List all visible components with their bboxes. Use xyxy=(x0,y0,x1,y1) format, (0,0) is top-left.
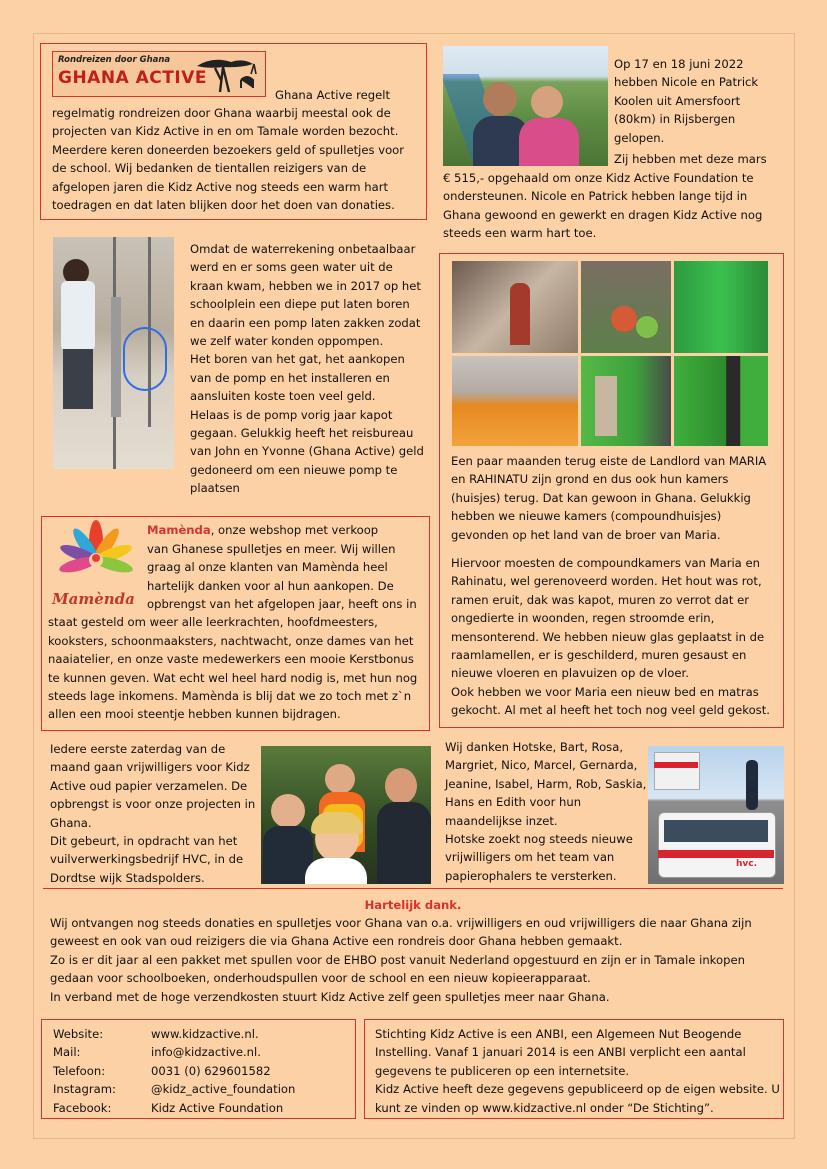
paper-text: Iedere eerste zaterdag van de maand gaan vrijwilligers voor Kidz Active oud papier verzamelen. De opbrengst is voor onze projecten in Ghana. Dit gebeurt, in opdracht van het vuilverwerkingsbedrijf HVC, in de Dordtse wijk Stadspolders. xyxy=(50,742,256,885)
mamenda-name: Mamènda xyxy=(147,523,211,537)
room-photo-6 xyxy=(674,356,768,446)
mamenda-logo-text: Mamènda xyxy=(52,590,135,608)
instagram-handle: @kidz_active_foundation xyxy=(151,1082,296,1097)
walk-text: € 515,- opgehaald om onze Kidz Active Foundation te ondersteunen. Nicole en Patrick hebben lange tijd in Ghana gewoond en gewerkt en dragen Kidz Active nog steeds een warm hart toe. xyxy=(443,171,763,241)
room-photo-2 xyxy=(581,261,671,353)
thanks-text: Wij danken Hotske, Bart, Rosa, Margriet, Nico, Marcel, Gernarda, Jeanine, Isabel, Harm, Rob, Saskia, Hans en Edith voor hun maandelijkse inzet. Hotske zoekt nog steeds nieuwe vrijwilligers om het team van papierophalers te versterken. xyxy=(445,740,647,883)
walk-side-text: Op 17 en 18 juni 2022 hebben Nicole en Patrick Koolen uit Amersfoort (80km) in Rijsbergen gelopen. xyxy=(614,57,759,145)
truck-photo xyxy=(648,746,784,884)
rooms-photo-grid xyxy=(452,261,768,446)
room-photo-3 xyxy=(674,261,768,353)
mail-link[interactable]: info@kidzactive.nl. xyxy=(151,1045,261,1060)
contact-row-phone: Telefoon: 0031 (0) 629601582 xyxy=(53,1062,353,1080)
contact-row-website: Website: www.kidzactive.nl. xyxy=(53,1025,353,1043)
volunteers-photo xyxy=(261,746,431,884)
facebook-page: Kidz Active Foundation xyxy=(151,1100,284,1115)
room-photo-4 xyxy=(452,356,578,446)
ghana-active-logo xyxy=(52,51,266,97)
mamenda-text: van Ghanese spulletjes en meer. Wij willen graag al onze klanten van Mamènda heel hartelijk danken voor al hun aankopen. De xyxy=(147,542,396,593)
room-photo-1 xyxy=(452,261,578,353)
ghana-active-text: regelmatig rondreizen door Ghana waarbij meestal ook de projecten van Kidz Active in en om Tamale worden bezocht. Meerdere keren doneerden bezoekers geld of spulletjes voor de school. Wij bedanken de tientallen reizigers van de afgelopen jaren die Kidz Active nog steeds een warm hart toedragen en dat laten blijken door het doen van donaties. xyxy=(52,106,405,213)
room-photo-5 xyxy=(581,356,671,446)
contact-list xyxy=(53,1025,353,1117)
acacia-tree-icon xyxy=(193,54,263,94)
truck-logo-text: hvc. xyxy=(736,859,758,869)
contact-row-facebook: Facebook: Kidz Active Foundation xyxy=(53,1099,353,1117)
hartelijk-title: Hartelijk dank. xyxy=(364,898,462,912)
mamenda-text-rest: opbrengst van het afgelopen jaar, heeft ons in staat gesteld om weer alle leerkrachten, hoofdmeesters, kooksters, schoonmaaksters, nachtwacht, onze dames van het naaiatelier, en onze vaste medewerkers een mooie Kerstbonus te kunnen geven. Wat echt wel heel hard nodig is, met hun nog steeds lage inkomens. Mamènda is blij dat we zo toch met z`n allen een mooi steentje hebben kunnen bijdragen. xyxy=(48,597,418,722)
website-link[interactable]: www.kidzactive.nl. xyxy=(151,1027,259,1041)
mamenda-flower-icon xyxy=(50,520,142,592)
walk-side-text-2: Zij hebben met deze mars xyxy=(614,152,767,166)
contact-row-mail: Mail: info@kidzactive.nl. xyxy=(53,1043,353,1061)
contact-row-instagram: Instagram: @kidz_active_foundation xyxy=(53,1080,353,1098)
logo-title: GHANA ACTIVE xyxy=(58,68,207,88)
phone-number: 0031 (0) 629601582 xyxy=(151,1063,271,1078)
pump-photo xyxy=(53,237,174,469)
mamenda-first-line: Mamènda, onze webshop met verkoop xyxy=(147,523,379,537)
ghana-active-first-line: Ghana Active regelt xyxy=(275,88,391,102)
walkers-photo xyxy=(443,46,608,166)
pump-text: Omdat de waterrekening onbetaalbaar werd en er soms geen water uit de kraan kwam, hebben we in 2017 op het schoolplein een diepe put laten boren en daarin een pomp laten zakken zodat we zelf water konden oppompen. Het boren van het gat, het aankopen van de pomp en het installeren en aansluiten koste toen veel geld. Helaas is de pomp vorig jaar kapot gegaan. Gelukkig heeft het reisbureau van John en Yvonne (Ghana Active) geld gedoneerd om een nieuwe pomp te plaatsen xyxy=(190,242,424,496)
landlord-text: Een paar maanden terug eiste de Landlord van MARIA en RAHINATU zijn grond en dus ook hun kamers (huisjes) terug. Dat kan gewoon in Ghana. Gelukkig hebben we nieuwe kamers (compoundhuisjes) gevonden op het land van de broer van Maria. Hiervoor moesten de compoundkamers van Maria en Rahinatu, wel gerenoveerd worden. Het hout was rot, ramen eruit, dak was kapot, muren zo verrot dat er ongedierte in woonden, regen stroomde erin, mensonterend. We hebben nieuw glas geplaatst in de raamlamellen, er is geschilderd, muren gesaust en nieuwe vloeren en plavuizen op de vloer. Ook hebben we voor Maria een nieuw bed en matras gekocht. Al met al heeft het toch nog veel geld gekost. xyxy=(451,454,770,718)
logo-subtitle: Rondreizen door Ghana xyxy=(58,55,171,65)
anbi-text: Stichting Kidz Active is een ANBI, een Algemeen Nut Beogende Instelling. Vanaf 1 januari 2014 is een ANBI verplicht een aantal gegevens te publiceren op een internetsite. Kidz Active heeft deze gegevens gepubliceerd op de eigen website. U kunt ze vinden op www.kidzactive.nl onder “De Stichting”. xyxy=(375,1027,780,1115)
section-divider xyxy=(43,888,783,889)
hartelijk-text: Wij ontvangen nog steeds donaties en spulletjes voor Ghana van o.a. vrijwilligers en oud vrijwilligers die naar Ghana zijn geweest en ook van oud reizigers die via Ghana Active een rondreis door Ghana hebben gemaakt. Zo is er dit jaar al een pakket met spullen voor de EHBO post vanuit Nederland opgestuurd en zijn er in Tamale inkopen gedaan voor schoolboeken, onderhoudspullen voor de school en een nieuw kopieerapparaat. In verband met de hoge verzendkosten stuurt Kidz Active zelf geen spulletjes meer naar Ghana. xyxy=(50,916,752,1004)
